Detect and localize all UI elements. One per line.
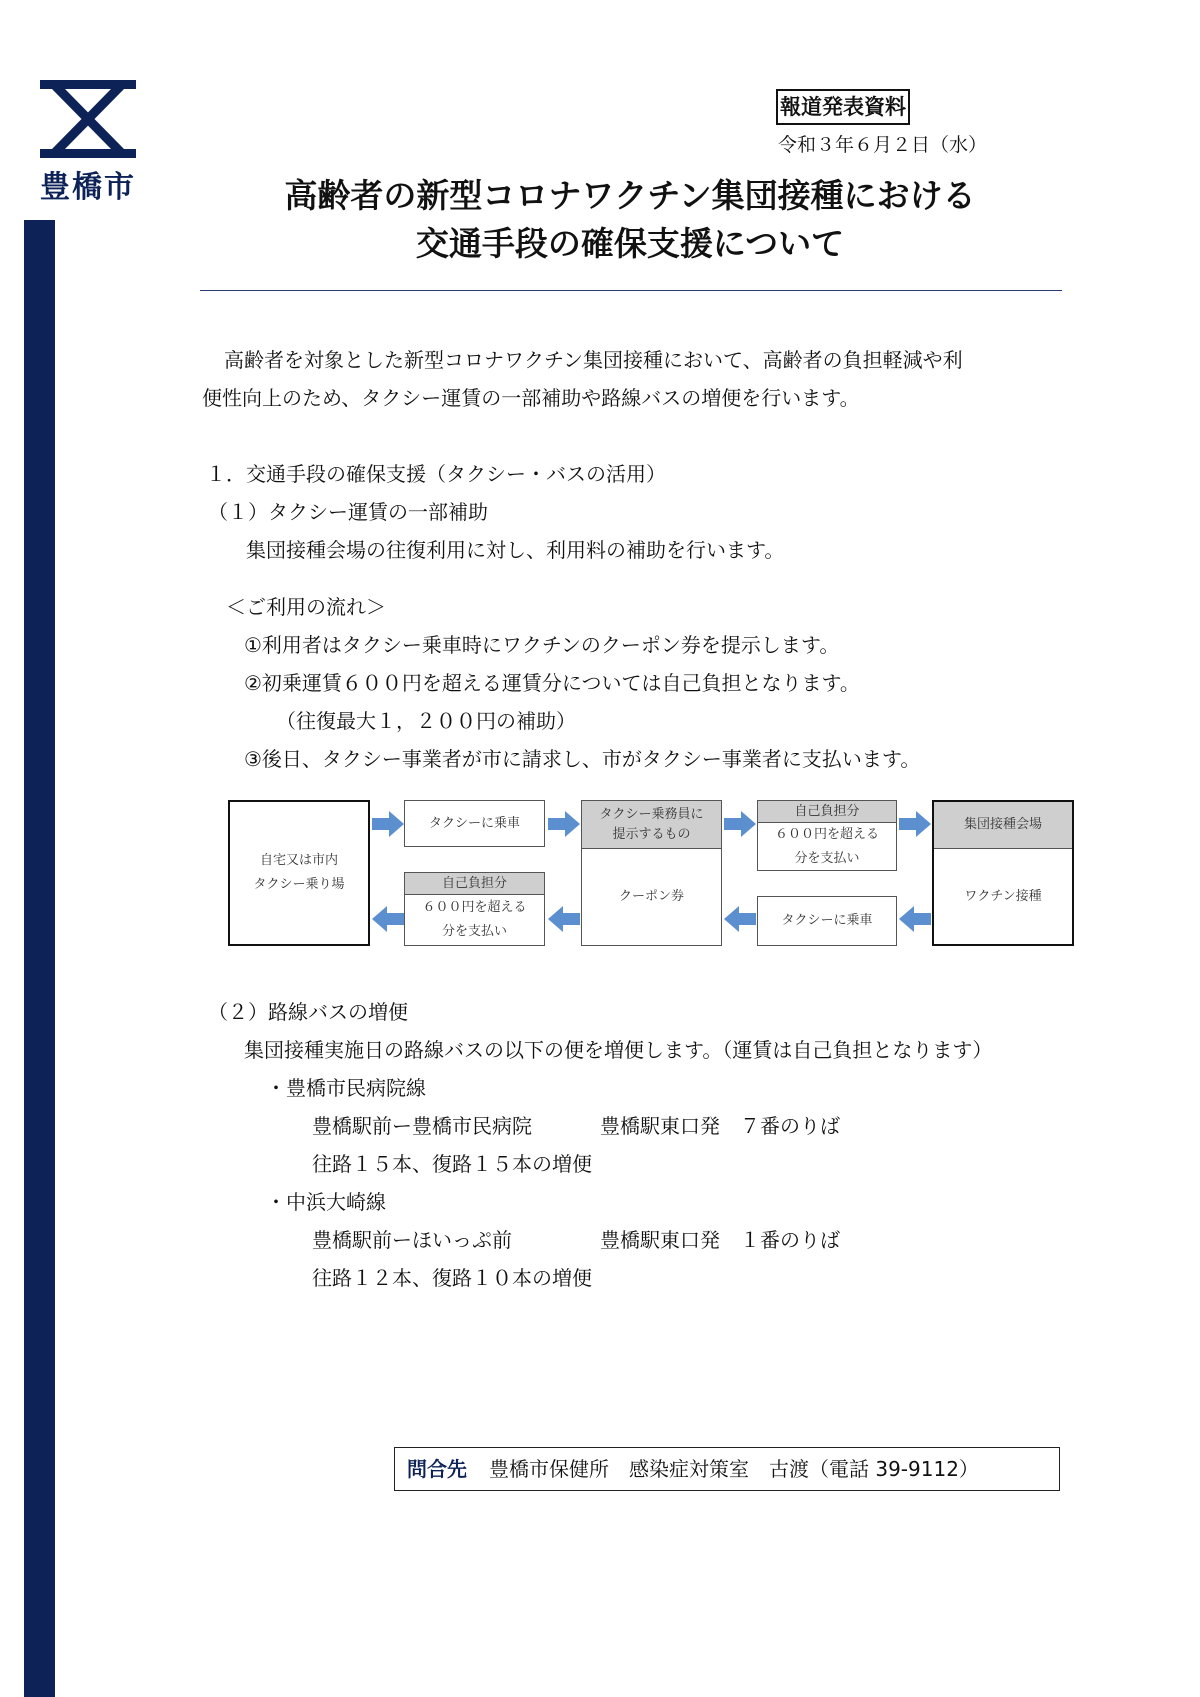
flow-step-2-note: （往復最大１，２００円の補助） <box>276 709 576 733</box>
arrow-left-icon <box>899 906 931 932</box>
page-title <box>160 172 1100 268</box>
flow-pay-back-line-1: ６００円を超える <box>422 900 527 915</box>
logo-org-name: 豊橋市 <box>40 170 136 205</box>
arrow-left-icon <box>372 906 404 932</box>
flow-venue-body: ワクチン接種 <box>964 888 1042 904</box>
arrow-right-icon <box>372 811 404 837</box>
flow-taxi-ride-out-label: タクシーに乗車 <box>428 815 520 831</box>
contact-text: 豊橋市保健所 感染症対策室 古渡（電話 39-9112） <box>489 1457 979 1481</box>
section1-sub1-heading: （１）タクシー運賃の一部補助 <box>208 500 488 524</box>
flow-heading: ＜ご利用の流れ＞ <box>226 595 386 619</box>
title-line-2: 交通手段の確保支援について <box>415 224 845 263</box>
flow-coupon-header <box>582 801 721 849</box>
route-1-detail-b: 豊橋駅東口発 ７番のりば <box>600 1114 840 1138</box>
arrow-right-icon <box>548 811 580 837</box>
flow-taxi-ride-out-box <box>404 800 545 847</box>
route-1-detail-a: 豊橋駅前ー豊橋市民病院 <box>312 1114 532 1138</box>
flow-pay-back-box <box>404 872 545 946</box>
section2-heading: （２）路線バスの増便 <box>208 1000 408 1024</box>
section1-sub1-desc: 集団接種会場の往復利用に対し、利用料の補助を行います。 <box>246 538 785 562</box>
flow-pay-out-line-2: 分を支払い <box>794 851 860 866</box>
flow-coupon-box <box>581 800 722 946</box>
flow-pay-back-header: 自己負担分 <box>405 873 544 895</box>
flow-show-line-2: 提示するもの <box>612 826 691 842</box>
route-1-name: ・豊橋市民病院線 <box>266 1076 426 1100</box>
intro-line-2: 便性向上のため、タクシー運賃の一部補助や路線バスの増便を行います。 <box>202 386 860 410</box>
route-2-detail-b: 豊橋駅東口発 １番のりば <box>600 1228 840 1252</box>
flow-home-line-1: 自宅又は市内 <box>259 853 338 868</box>
route-2-count: 往路１２本、復路１０本の増便 <box>312 1266 592 1290</box>
arrow-right-icon <box>899 811 931 837</box>
press-release-label: 報道発表資料 <box>776 89 910 125</box>
section2-desc: 集団接種実施日の路線バスの以下の便を増便します。（運賃は自己負担となります） <box>244 1038 993 1062</box>
hourglass-logo-icon <box>40 80 136 158</box>
route-2-detail-a: 豊橋駅前ーほいっぷ前 <box>312 1228 512 1252</box>
flow-pay-out-line-1: ６００円を超える <box>774 827 879 842</box>
contact-box <box>394 1447 1060 1491</box>
flow-venue-header: 集団接種会場 <box>934 802 1072 849</box>
section1-heading: １．交通手段の確保支援（タクシー・バスの活用） <box>206 462 666 486</box>
flow-pay-out-header: 自己負担分 <box>758 801 896 823</box>
flow-taxi-ride-back-box <box>757 896 897 946</box>
route-1-count: 往路１５本、復路１５本の増便 <box>312 1152 592 1176</box>
flow-step-2: ②初乗運賃６００円を超える運賃分については自己負担となります。 <box>244 671 860 695</box>
flow-coupon-label: クーポン券 <box>618 889 684 904</box>
title-divider <box>200 290 1062 291</box>
arrow-left-icon <box>724 906 756 932</box>
flow-step-1: ①利用者はタクシー乗車時にワクチンのクーポン券を提示します。 <box>244 633 840 657</box>
flow-show-line-1: タクシー乗務員に <box>599 806 704 822</box>
flow-home-box <box>228 800 370 946</box>
flow-home-line-2: タクシー乗り場 <box>253 877 345 892</box>
title-line-1: 高齢者の新型コロナワクチン集団接種における <box>284 176 976 215</box>
city-logo <box>36 80 140 205</box>
arrow-right-icon <box>724 811 756 837</box>
intro-line-1: 高齢者を対象とした新型コロナワクチン集団接種において、高齢者の負担軽減や利 <box>224 348 963 372</box>
flow-venue-box <box>932 800 1074 946</box>
route-2-name: ・中浜大崎線 <box>266 1190 386 1214</box>
flow-step-3: ③後日、タクシー事業者が市に請求し、市がタクシー事業者に支払います。 <box>244 747 921 771</box>
flow-pay-back-line-2: 分を支払い <box>441 924 507 939</box>
release-date: 令和３年６月２日（水） <box>778 134 988 156</box>
flow-pay-out-box <box>757 800 897 871</box>
side-bar <box>24 220 55 1697</box>
contact-label: 問合先 <box>407 1457 467 1481</box>
arrow-left-icon <box>548 906 580 932</box>
flow-taxi-ride-back-label: タクシーに乗車 <box>781 913 873 928</box>
